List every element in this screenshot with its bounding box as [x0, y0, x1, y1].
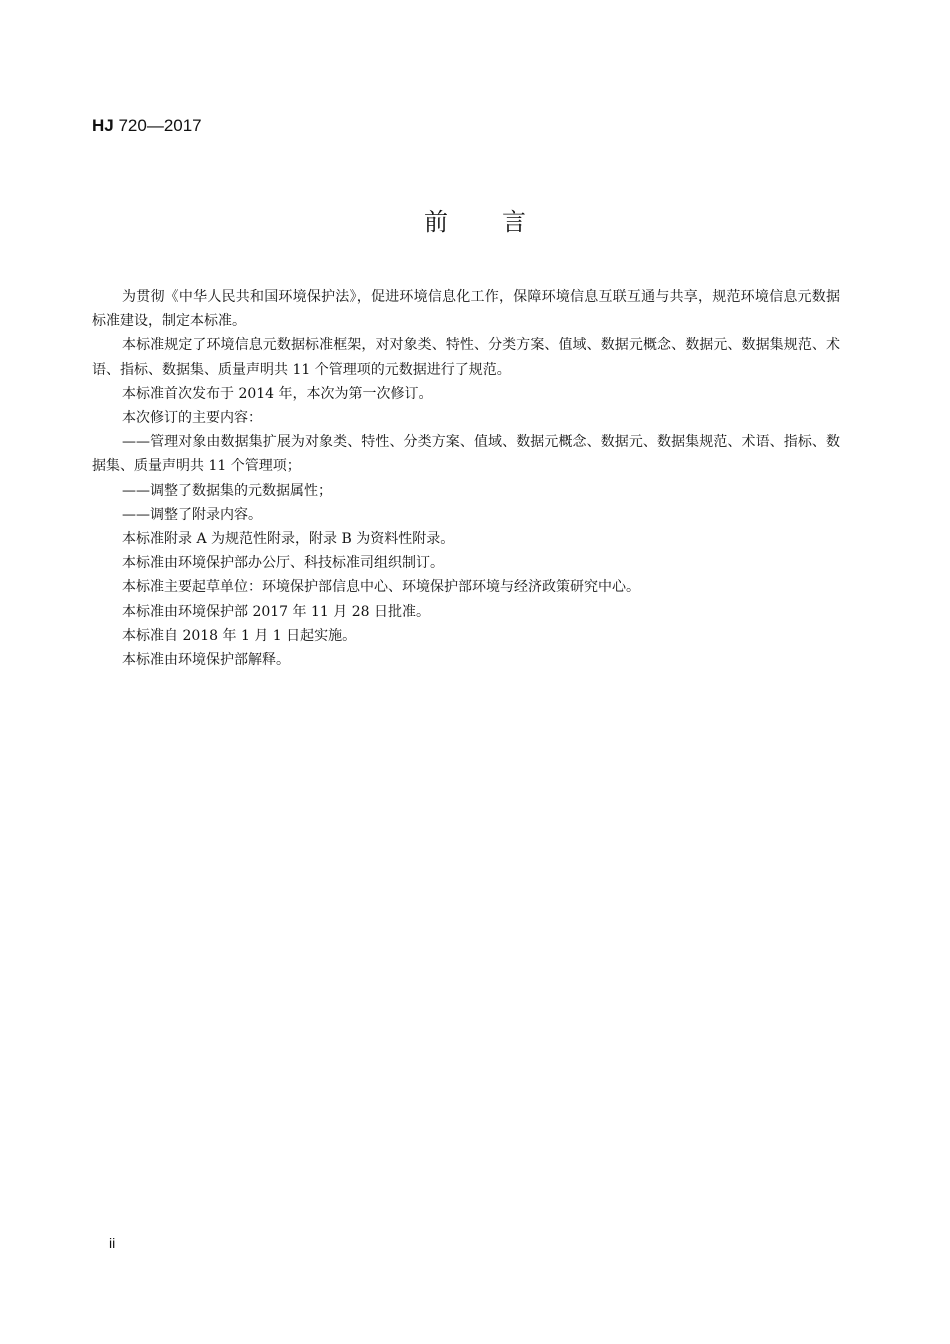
paragraph: 本标准附录 A 为规范性附录，附录 B 为资料性附录。	[122, 531, 455, 548]
paragraph: 本标准首次发布于 2014 年，本次为第一次修订。	[122, 385, 433, 402]
page-number: ii	[109, 1235, 116, 1251]
paragraph: 本标准由环境保护部解释。	[122, 652, 290, 669]
paragraph: 本标准自 2018 年 1 月 1 日起实施。	[122, 627, 357, 644]
page-title: 前言	[424, 208, 580, 236]
foreword-body	[92, 285, 840, 672]
paragraph: 为贯彻《中华人民共和国环境保护法》，促进环境信息化工作，保障环境信息互联互通与共享，规范环境信息元数据标准建设，制定本标准。	[92, 289, 840, 330]
standard-code	[92, 115, 202, 137]
paragraph: ——管理对象由数据集扩展为对象类、特性、分类方案、值域、数据元概念、数据元、数据集规范、术语、指标、数据集、质量声明共 11 个管理项；	[92, 434, 840, 475]
paragraph: 本次修订的主要内容：	[122, 410, 262, 427]
paragraph: 本标准规定了环境信息元数据标准框架，对对象类、特性、分类方案、值域、数据元概念、数据元、数据集规范、术语、指标、数据集、质量声明共 11 个管理项的元数据进行了规范。	[92, 337, 840, 378]
paragraph: ——调整了附录内容。	[122, 506, 262, 523]
paragraph: 本标准主要起草单位：环境保护部信息中心、环境保护部环境与经济政策研究中心。	[122, 579, 640, 596]
paragraph: ——调整了数据集的元数据属性；	[122, 482, 332, 499]
paragraph: 本标准由环境保护部 2017 年 11 月 28 日批准。	[122, 603, 430, 620]
standard-code-prefix: HJ	[92, 116, 114, 135]
standard-code-number: 720—2017	[113, 116, 202, 135]
paragraph: 本标准由环境保护部办公厅、科技标准司组织制订。	[122, 555, 444, 572]
